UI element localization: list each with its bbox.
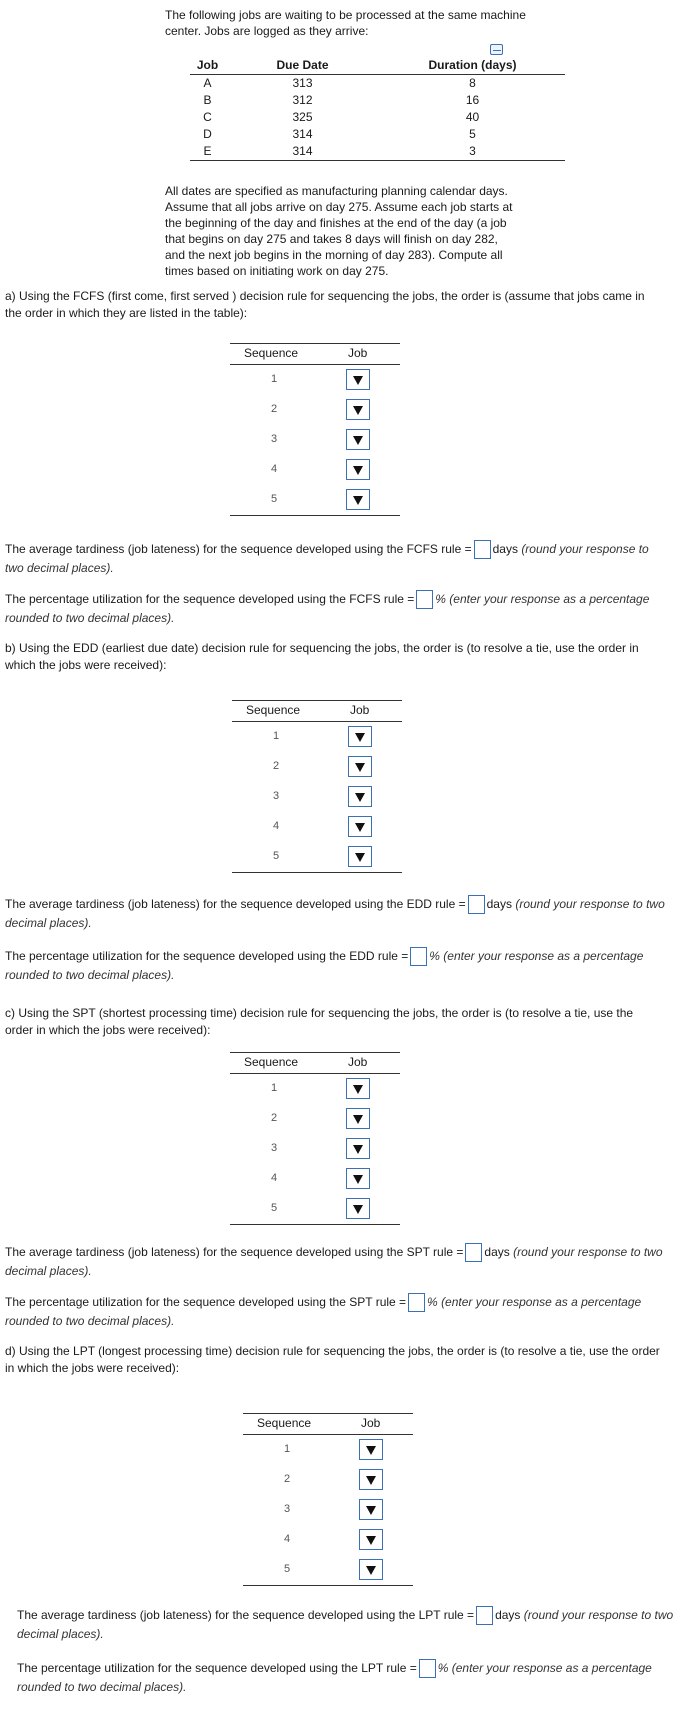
dropdown-arrow-icon: [353, 1115, 363, 1124]
tardiness-b: The average tardiness (job lateness) for the sequence developed using the EDD rule = days (round your response to two decimal places).: [5, 897, 665, 931]
sequence-table-d: [243, 1413, 413, 1586]
job-dropdown[interactable]: [359, 1559, 383, 1580]
sequence-table-c: [230, 1052, 400, 1225]
job-dropdown[interactable]: [346, 459, 370, 480]
sequence-row: [243, 1435, 413, 1465]
table-row: [190, 92, 565, 109]
utilization-d: The percentage utilization for the sequence developed using the LPT rule = % (enter your response as a percentage rounded to two decimal places).: [17, 1661, 652, 1695]
sequence-row: [230, 365, 400, 395]
table-cell: 3: [380, 143, 565, 161]
job-header: Job: [348, 346, 368, 360]
sequence-number: 1: [273, 730, 280, 742]
table-cell: 8: [469, 76, 476, 90]
job-dropdown[interactable]: [346, 369, 370, 390]
sequence-number: 3: [273, 790, 280, 802]
sequence-table-a: [230, 343, 400, 516]
dropdown-arrow-icon: [353, 406, 363, 415]
sequence-row: [232, 782, 402, 812]
job-dropdown[interactable]: [348, 816, 372, 837]
sequence-number: 1: [284, 1443, 291, 1455]
sequence-number: 5: [271, 1202, 278, 1214]
sequence-header: Sequence: [244, 346, 299, 360]
sequence-row: [243, 1555, 413, 1586]
dropdown-arrow-icon: [355, 853, 365, 862]
table-cell: B: [203, 93, 212, 107]
table-cell: A: [203, 76, 212, 90]
dropdown-arrow-icon: [366, 1566, 376, 1575]
sequence-number: 1: [271, 1082, 278, 1094]
assumptions-note: All dates are specified as manufacturing planning calendar days. Assume that all jobs arrive on day 275. Assume each job starts at the beginning of the day and finishes at the end of the day (a job that begins on day 275 and takes 8 days will finish on day 282, and the next job begins in the morning of day 283). Compute all times based on initiating work on day 275.: [165, 184, 513, 278]
table-cell: E: [190, 143, 225, 161]
job-dropdown[interactable]: [348, 786, 372, 807]
table-cell: 313: [292, 76, 313, 90]
utilization-input-a[interactable]: [416, 590, 433, 609]
table-cell: 16: [465, 93, 480, 107]
sequence-row: [230, 1104, 400, 1134]
utilization-b: The percentage utilization for the sequence developed using the EDD rule = % (enter your response as a percentage rounded to two decimal places).: [5, 949, 644, 983]
job-dropdown[interactable]: [348, 726, 372, 747]
table-cell: 314: [292, 127, 313, 141]
question-b: b) Using the EDD (earliest due date) decision rule for sequencing the jobs, the order is (to resolve a tie, use the order in which the jobs were received):: [5, 641, 639, 672]
copy-icon[interactable]: [490, 44, 503, 55]
tardiness-c: The average tardiness (job lateness) for the sequence developed using the SPT rule = days (round your response to two decimal places).: [5, 1245, 663, 1279]
sequence-table-b: [232, 700, 402, 873]
sequence-header: Sequence: [257, 1416, 312, 1430]
sequence-row: [230, 1194, 400, 1225]
sequence-row: [232, 722, 402, 752]
job-dropdown[interactable]: [359, 1469, 383, 1490]
dropdown-arrow-icon: [353, 1205, 363, 1214]
tardiness-input-c[interactable]: [465, 1243, 482, 1262]
question-a: a) Using the FCFS (first come, first served ) decision rule for sequencing the jobs, the order is (assume that jobs came in the order in which they are listed in the table):: [5, 289, 645, 320]
sequence-row: [243, 1525, 413, 1555]
sequence-row: [230, 1074, 400, 1104]
dropdown-arrow-icon: [366, 1446, 376, 1455]
sequence-number: 3: [271, 433, 278, 445]
utilization-a: The percentage utilization for the sequence developed using the FCFS rule = % (enter your response as a percentage rounded to two decimal places).: [5, 592, 650, 626]
table-cell: C: [203, 110, 212, 124]
sequence-number: 1: [271, 373, 278, 385]
dropdown-arrow-icon: [355, 763, 365, 772]
dropdown-arrow-icon: [355, 823, 365, 832]
job-dropdown[interactable]: [346, 1138, 370, 1159]
dropdown-arrow-icon: [353, 496, 363, 505]
tardiness-input-a[interactable]: [474, 540, 491, 559]
table-header: Due Date: [225, 56, 380, 75]
jobs-table: [190, 56, 565, 161]
dropdown-arrow-icon: [353, 1145, 363, 1154]
sequence-row: [230, 485, 400, 516]
utilization-c: The percentage utilization for the sequence developed using the SPT rule = % (enter your response as a percentage rounded to two decimal places).: [5, 1295, 642, 1329]
sequence-number: 2: [271, 1112, 278, 1124]
job-header: Job: [361, 1416, 381, 1430]
tardiness-d: The average tardiness (job lateness) for the sequence developed using the LPT rule = days (round your response to two decimal places).: [17, 1608, 674, 1642]
tardiness-input-b[interactable]: [468, 895, 485, 914]
utilization-input-c[interactable]: [408, 1293, 425, 1312]
job-header: Job: [348, 1055, 368, 1069]
sequence-number: 3: [284, 1503, 291, 1515]
sequence-row: [232, 842, 402, 873]
sequence-row: [232, 812, 402, 842]
dropdown-arrow-icon: [366, 1506, 376, 1515]
table-cell: 312: [292, 93, 313, 107]
dropdown-arrow-icon: [353, 466, 363, 475]
utilization-input-d[interactable]: [419, 1659, 436, 1678]
job-dropdown[interactable]: [359, 1529, 383, 1550]
question-d: d) Using the LPT (longest processing time) decision rule for sequencing the jobs, the order is (to resolve a tie, use the order in which the jobs were received):: [5, 1344, 660, 1375]
table-header: Duration (days): [380, 56, 565, 75]
dropdown-arrow-icon: [353, 436, 363, 445]
sequence-number: 4: [273, 820, 280, 832]
table-row: [190, 143, 565, 161]
job-dropdown[interactable]: [348, 756, 372, 777]
table-cell: 40: [465, 110, 480, 124]
sequence-row: [243, 1495, 413, 1525]
job-dropdown[interactable]: [346, 1078, 370, 1099]
dropdown-arrow-icon: [366, 1536, 376, 1545]
job-dropdown[interactable]: [346, 1108, 370, 1129]
table-cell: 325: [292, 110, 313, 124]
job-dropdown[interactable]: [346, 1198, 370, 1219]
sequence-number: 2: [284, 1473, 291, 1485]
dropdown-arrow-icon: [353, 376, 363, 385]
job-dropdown[interactable]: [359, 1499, 383, 1520]
dropdown-arrow-icon: [353, 1175, 363, 1184]
sequence-number: 5: [284, 1563, 291, 1575]
sequence-number: 3: [271, 1142, 278, 1154]
intro-text: The following jobs are waiting to be processed at the same machine center. Jobs are logged as they arrive:: [165, 8, 526, 38]
sequence-row: [230, 425, 400, 455]
tardiness-input-d[interactable]: [476, 1606, 493, 1625]
sequence-row: [230, 455, 400, 485]
sequence-row: [230, 1134, 400, 1164]
sequence-number: 2: [271, 403, 278, 415]
sequence-header: Sequence: [244, 1055, 299, 1069]
job-dropdown[interactable]: [348, 846, 372, 867]
sequence-number: 4: [284, 1533, 291, 1545]
question-c: c) Using the SPT (shortest processing time) decision rule for sequencing the jobs, the order is (to resolve a tie, use the order in which the jobs were received):: [5, 1006, 634, 1037]
sequence-row: [230, 395, 400, 425]
utilization-input-b[interactable]: [410, 947, 427, 966]
sequence-header: Sequence: [246, 703, 301, 717]
dropdown-arrow-icon: [355, 733, 365, 742]
dropdown-arrow-icon: [355, 793, 365, 802]
dropdown-arrow-icon: [366, 1476, 376, 1485]
table-cell: 314: [225, 143, 380, 161]
sequence-row: [243, 1465, 413, 1495]
job-dropdown[interactable]: [359, 1439, 383, 1460]
table-row: [190, 109, 565, 126]
job-dropdown[interactable]: [346, 489, 370, 510]
dropdown-arrow-icon: [353, 1085, 363, 1094]
table-cell: 5: [469, 127, 476, 141]
job-dropdown[interactable]: [346, 429, 370, 450]
table-header: Job: [190, 56, 225, 75]
sequence-row: [230, 1164, 400, 1194]
sequence-number: 2: [273, 760, 280, 772]
table-row: [190, 126, 565, 143]
job-header: Job: [350, 703, 370, 717]
sequence-number: 5: [273, 850, 280, 862]
table-cell: D: [203, 127, 212, 141]
tardiness-a: The average tardiness (job lateness) for the sequence developed using the FCFS rule = days (round your response to two decimal places).: [5, 542, 649, 576]
sequence-row: [232, 752, 402, 782]
job-dropdown[interactable]: [346, 1168, 370, 1189]
sequence-number: 4: [271, 463, 278, 475]
job-dropdown[interactable]: [346, 399, 370, 420]
table-row: [190, 75, 565, 93]
sequence-number: 5: [271, 493, 278, 505]
sequence-number: 4: [271, 1172, 278, 1184]
